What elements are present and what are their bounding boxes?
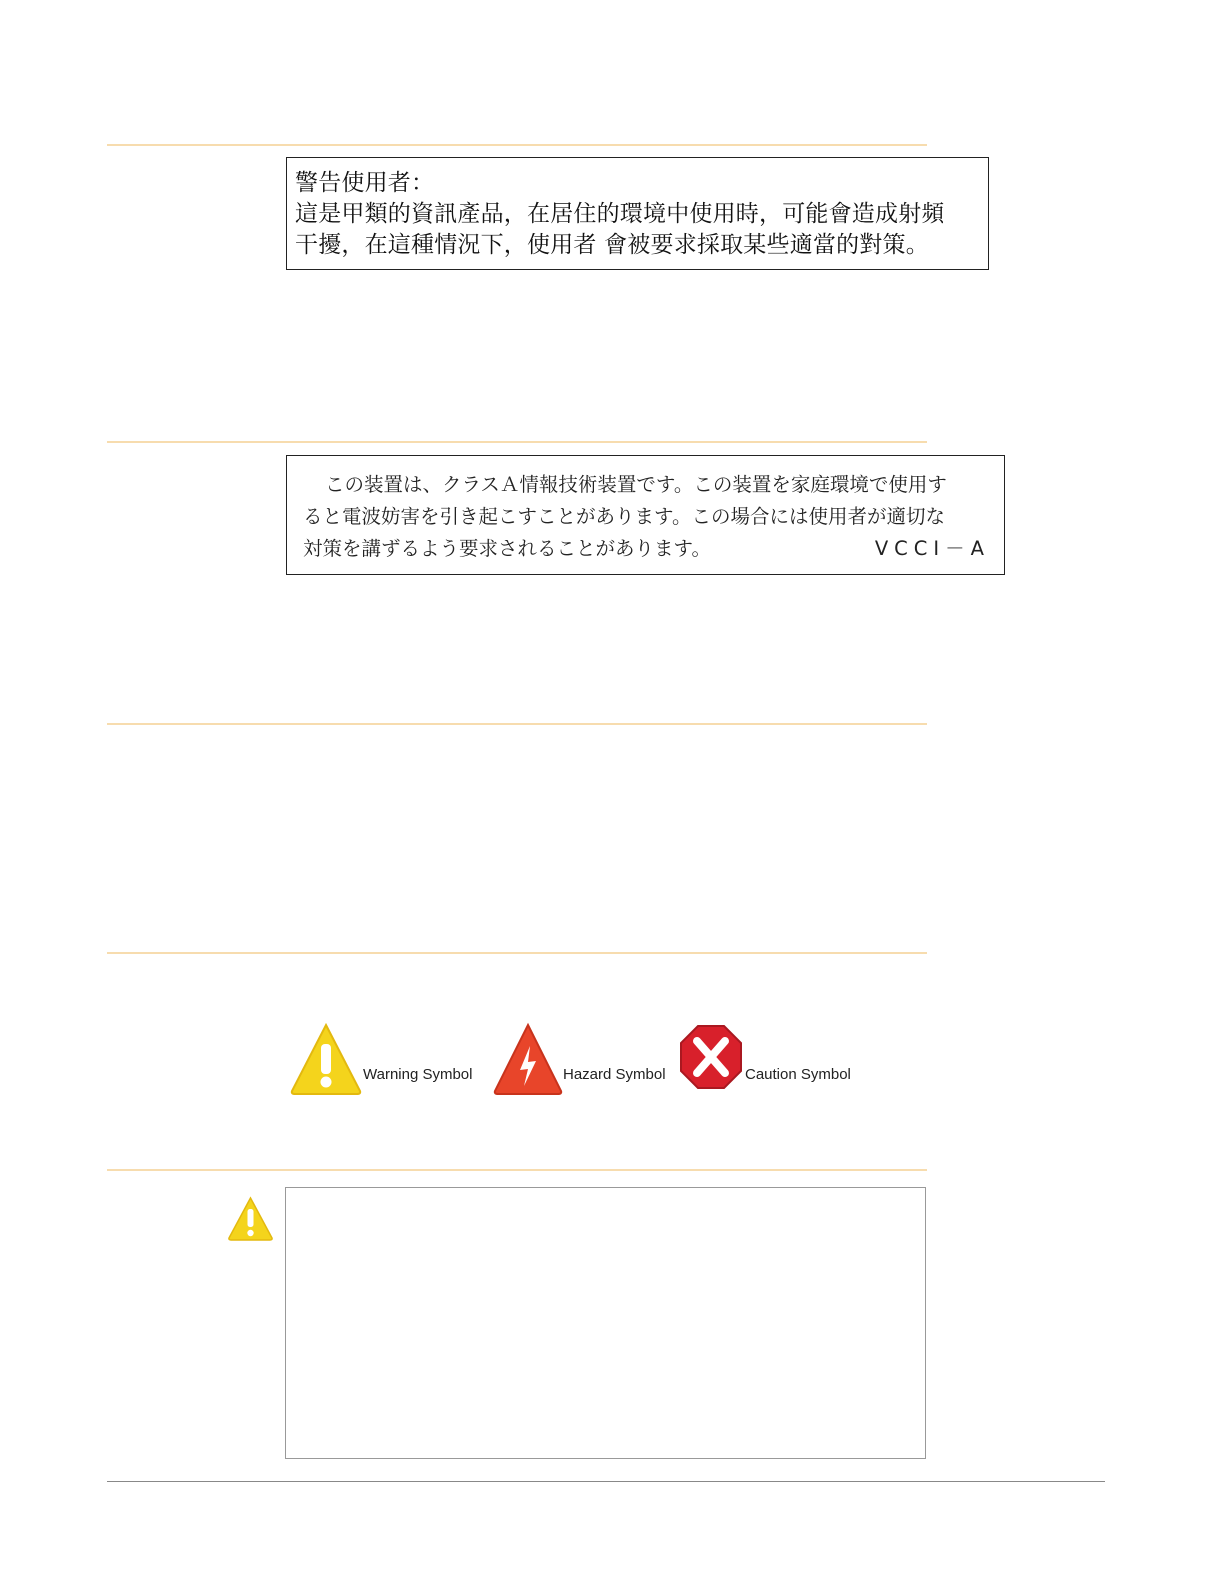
caution-icon: [678, 1022, 744, 1092]
symbol-legend: [290, 1022, 870, 1098]
caution-symbol-item: [678, 1022, 851, 1098]
notice-line: 這是甲類的資訊產品，在居住的環境中使用時，可能會造成射頻: [295, 201, 945, 227]
section-divider: [107, 952, 927, 954]
vcci-class-tag: VCCI－A: [874, 537, 990, 560]
section-divider: [107, 441, 927, 443]
notice-line: 干擾，在這種情況下，使用者 會被要求採取某些適當的對策。: [295, 232, 929, 258]
warning-content-box: [285, 1187, 926, 1459]
footer-divider: [107, 1481, 1105, 1482]
section-divider: [107, 1169, 927, 1171]
notice-line-last: [303, 533, 990, 565]
notice-line: この装置は、クラスＡ情報技術装置です。この装置を家庭環境で使用す: [325, 473, 947, 496]
notice-line: ると電波妨害を引き起こすことがあります。この場合には使用者が適切な: [303, 505, 945, 528]
hazard-symbol-item: [493, 1022, 666, 1098]
notice-heading: 警告使用者：: [295, 170, 435, 196]
warning-symbol-item: [290, 1022, 473, 1098]
caution-symbol-label: Caution Symbol: [745, 1066, 851, 1083]
hazard-symbol-label: Hazard Symbol: [563, 1066, 666, 1083]
japan-vcci-notice: [286, 455, 1005, 575]
hazard-icon: [493, 1022, 563, 1096]
warning-symbol-label: Warning Symbol: [363, 1066, 473, 1083]
section-divider: [107, 723, 927, 725]
warning-icon: [290, 1022, 362, 1096]
notice-line: 対策を講ずるよう要求されることがあります。: [303, 537, 711, 560]
section-divider: [107, 144, 927, 146]
taiwan-class-a-notice: [286, 157, 989, 270]
warning-icon: [228, 1196, 273, 1242]
